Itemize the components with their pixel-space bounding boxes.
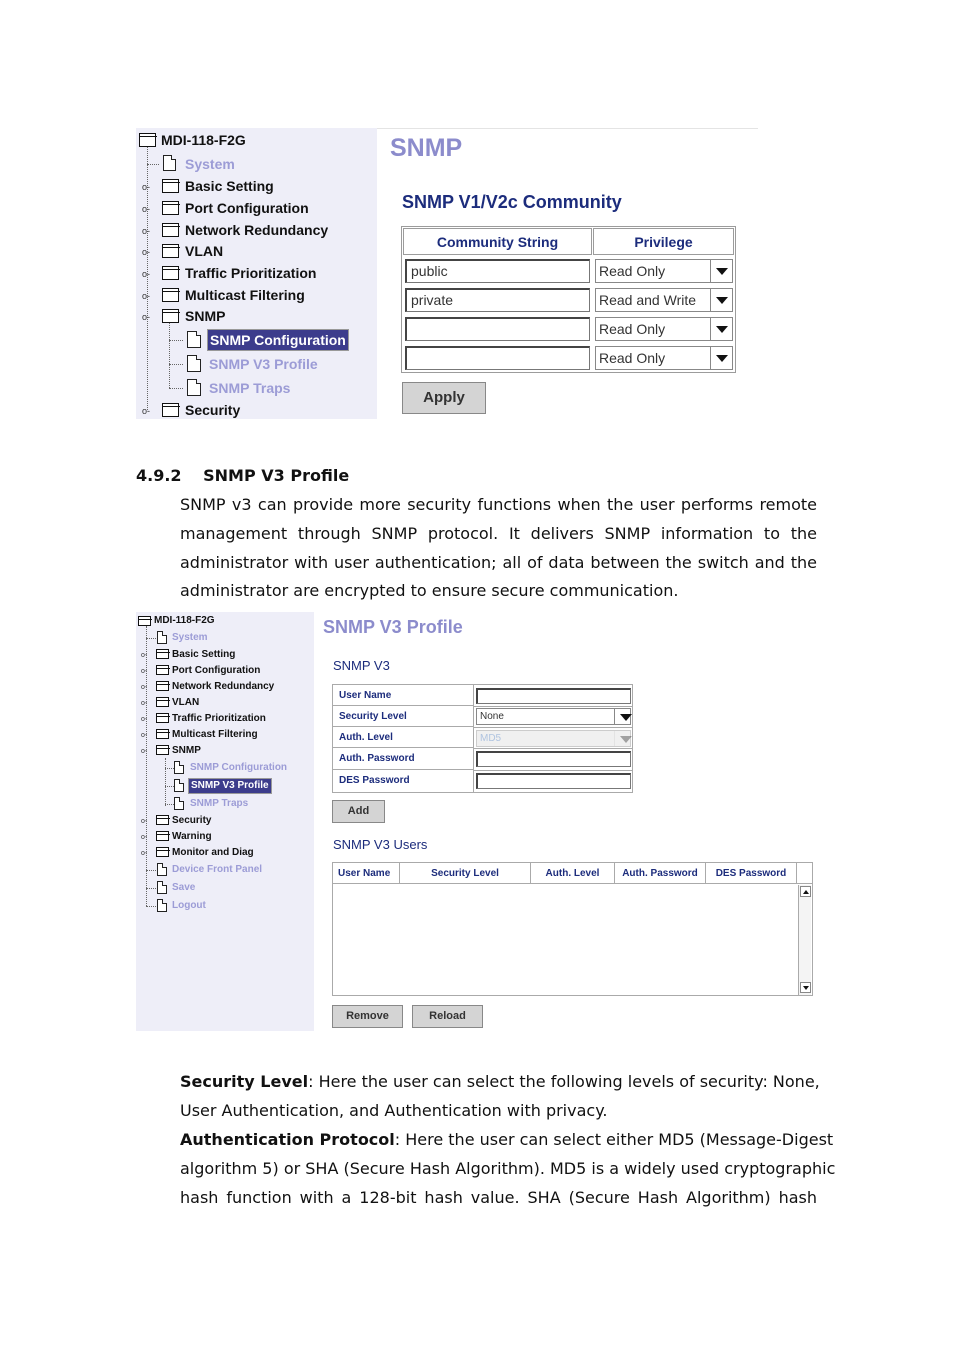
tree-item-basic-setting[interactable]: Basic Setting bbox=[172, 649, 236, 660]
folder-icon bbox=[156, 665, 169, 675]
section-title: SNMP V1/V2c Community bbox=[402, 192, 622, 212]
page-title: SNMP V3 Profile bbox=[323, 617, 463, 637]
page-icon bbox=[157, 631, 167, 644]
tree-item-snmp-v3-profile[interactable]: SNMP V3 Profile bbox=[209, 356, 318, 372]
tree-item-system[interactable]: System bbox=[172, 632, 208, 643]
reload-button[interactable]: Reload bbox=[412, 1005, 483, 1028]
folder-icon bbox=[162, 288, 179, 302]
column-header-des-password: DES Password bbox=[706, 863, 797, 884]
tree-item-network-redundancy[interactable]: Network Redundancy bbox=[172, 681, 275, 692]
folder-icon bbox=[138, 616, 151, 626]
remove-button[interactable]: Remove bbox=[332, 1005, 403, 1028]
community-table bbox=[401, 226, 736, 373]
tree-item-port-configuration[interactable]: Port Configuration bbox=[185, 200, 309, 216]
tree-item-security[interactable]: Security bbox=[172, 815, 212, 826]
tree-item-security[interactable]: Security bbox=[185, 402, 241, 418]
definition-security-level bbox=[180, 1068, 820, 1126]
text-line bbox=[180, 1126, 834, 1155]
chevron-down-icon[interactable] bbox=[710, 260, 732, 282]
auth-level-label: Auth. Level bbox=[333, 727, 474, 748]
column-header-security-level: Security Level bbox=[400, 863, 531, 884]
chevron-down-icon[interactable] bbox=[710, 289, 732, 311]
auth-level-select[interactable] bbox=[476, 730, 631, 747]
text-line: User Authentication, and Authentication with privacy. bbox=[180, 1100, 608, 1120]
security-level-label: Security Level bbox=[333, 706, 474, 727]
column-header-auth-password: Auth. Password bbox=[615, 863, 706, 884]
tree-item-device-front-panel[interactable]: Device Front Panel bbox=[172, 864, 263, 875]
tree-root[interactable]: MDI-118-F2G bbox=[154, 615, 215, 626]
page-title: SNMP bbox=[390, 134, 463, 162]
term-security-level: Security Level bbox=[180, 1072, 309, 1091]
folder-icon bbox=[139, 133, 156, 147]
page-icon bbox=[187, 331, 201, 348]
tree-item-save[interactable]: Save bbox=[172, 882, 196, 893]
community-input[interactable] bbox=[405, 346, 590, 370]
page-icon bbox=[157, 863, 167, 876]
privilege-select[interactable] bbox=[595, 259, 733, 283]
des-password-label: DES Password bbox=[333, 770, 474, 792]
user-name-label: User Name bbox=[333, 685, 474, 706]
folder-icon bbox=[162, 179, 179, 193]
folder-icon bbox=[156, 745, 169, 755]
column-header-user-name: User Name bbox=[333, 863, 400, 884]
text-segment: : Here the user can select the following levels of security: None, bbox=[308, 1072, 820, 1091]
user-name-input[interactable] bbox=[476, 688, 631, 704]
folder-icon bbox=[162, 223, 179, 237]
users-title: SNMP V3 Users bbox=[333, 837, 428, 852]
tree-item-system[interactable]: System bbox=[185, 156, 235, 172]
folder-icon bbox=[162, 403, 179, 417]
tree-root[interactable]: MDI-118-F2G bbox=[161, 132, 246, 148]
page-icon bbox=[157, 899, 167, 912]
chevron-down-icon bbox=[614, 731, 630, 746]
page-icon bbox=[187, 355, 201, 372]
tree-item-snmp-traps[interactable]: SNMP Traps bbox=[209, 380, 291, 396]
tree-item-vlan[interactable]: VLAN bbox=[185, 243, 224, 259]
folder-icon bbox=[156, 847, 169, 857]
tree-item-multicast-filtering[interactable]: Multicast Filtering bbox=[185, 287, 305, 303]
folder-icon bbox=[156, 815, 169, 825]
page-icon bbox=[187, 379, 201, 396]
nav-tree: MDI-118-F2G System o- Basic Setting o- Port Configuration o- Network Redundancy o- VLAN o- Traffic Prioritization o- Multicast Filtering o- SNMP SNMP Configuration SNMP V3 Profile SNMP Traps o- Security o- Warning o- Monitor and Diag Device Front Panel Save Logout bbox=[136, 612, 314, 1031]
auth-level-value: MD5 bbox=[480, 733, 502, 744]
folder-icon bbox=[156, 649, 169, 659]
text-line: hash function with a 128-bit hash value. SHA (Secure Hash Algorithm) hash bbox=[180, 1187, 817, 1207]
tree-item-traffic-prioritization[interactable]: Traffic Prioritization bbox=[185, 265, 317, 281]
security-level-value: None bbox=[480, 711, 504, 722]
tree-item-snmp[interactable]: SNMP bbox=[172, 745, 201, 756]
folder-icon bbox=[156, 697, 169, 707]
add-button[interactable]: Add bbox=[332, 800, 385, 823]
community-input[interactable]: public bbox=[405, 259, 590, 283]
tree-item-port-configuration[interactable]: Port Configuration bbox=[172, 665, 261, 676]
section-number: 4.9.2 bbox=[136, 466, 182, 485]
tree-item-vlan[interactable]: VLAN bbox=[172, 697, 200, 708]
privilege-select[interactable] bbox=[595, 317, 733, 341]
tree-item-snmp-configuration[interactable]: SNMP Configuration bbox=[207, 329, 349, 351]
folder-icon bbox=[156, 681, 169, 691]
v3-form bbox=[332, 684, 633, 793]
privilege-select[interactable] bbox=[595, 288, 733, 312]
page-icon bbox=[157, 881, 167, 894]
tree-item-logout[interactable]: Logout bbox=[172, 900, 206, 911]
page-icon bbox=[163, 155, 176, 171]
folder-icon bbox=[162, 201, 179, 215]
tree-item-basic-setting[interactable]: Basic Setting bbox=[185, 178, 274, 194]
community-input[interactable]: private bbox=[405, 288, 590, 312]
form-title: SNMP V3 bbox=[333, 658, 390, 673]
security-level-select[interactable] bbox=[476, 708, 631, 725]
page-icon bbox=[174, 761, 184, 774]
chevron-down-icon[interactable] bbox=[710, 347, 732, 369]
tree-item-monitor-and-diag[interactable]: Monitor and Diag bbox=[172, 847, 254, 858]
tree-item-snmp-configuration[interactable]: SNMP Configuration bbox=[190, 762, 288, 773]
column-header-privilege: Privilege bbox=[593, 228, 734, 255]
folder-icon bbox=[162, 309, 179, 323]
folder-icon bbox=[156, 831, 169, 841]
scroll-up-icon[interactable] bbox=[800, 886, 811, 897]
definition-auth-protocol bbox=[180, 1126, 836, 1212]
tree-item-traffic-prioritization[interactable]: Traffic Prioritization bbox=[172, 713, 266, 724]
column-header-community: Community String bbox=[403, 228, 592, 255]
users-table bbox=[332, 862, 813, 996]
auth-password-input[interactable] bbox=[476, 751, 631, 767]
des-password-input[interactable] bbox=[476, 773, 631, 789]
privilege-value: Read Only bbox=[599, 263, 666, 279]
tree-item-network-redundancy[interactable]: Network Redundancy bbox=[185, 222, 329, 238]
privilege-value: Read Only bbox=[599, 321, 666, 337]
tree-item-snmp-v3-profile[interactable]: SNMP V3 Profile bbox=[188, 778, 272, 794]
tree-item-snmp-traps[interactable]: SNMP Traps bbox=[190, 798, 249, 809]
section-heading-title: SNMP V3 Profile bbox=[203, 466, 350, 485]
privilege-select[interactable] bbox=[595, 346, 733, 370]
folder-icon bbox=[156, 713, 169, 723]
folder-icon bbox=[162, 266, 179, 280]
term-auth-protocol: Authentication Protocol bbox=[180, 1130, 395, 1149]
folder-icon bbox=[156, 729, 169, 739]
column-header-auth-level: Auth. Level bbox=[531, 863, 615, 884]
text-line bbox=[180, 1068, 820, 1097]
privilege-value: Read and Write bbox=[599, 292, 697, 308]
page-icon bbox=[174, 779, 184, 792]
text-line: algorithm 5) or SHA (Secure Hash Algorithm). MD5 is a widely used cryptographic bbox=[180, 1158, 836, 1178]
tree-item-warning[interactable]: Warning bbox=[172, 831, 212, 842]
privilege-value: Read Only bbox=[599, 350, 666, 366]
apply-button[interactable]: Apply bbox=[402, 382, 486, 414]
intro-paragraph bbox=[180, 491, 817, 606]
community-input[interactable] bbox=[405, 317, 590, 341]
nav-tree: MDI-118-F2G System o- Basic Setting o- Port Configuration o- Network Redundancy o- VLAN o- Traffic Prioritization o- Multicast Filtering o- SNMP SNMP Configuration SNMP V3 Profile SNMP Traps o- Security bbox=[136, 128, 377, 419]
text-segment: : Here the user can select either MD5 (Message-Digest bbox=[394, 1130, 834, 1149]
chevron-down-icon[interactable] bbox=[614, 709, 630, 724]
scrollbar[interactable] bbox=[798, 885, 811, 995]
chevron-down-icon[interactable] bbox=[710, 318, 732, 340]
section-heading bbox=[136, 466, 349, 485]
tree-item-snmp[interactable]: SNMP bbox=[185, 308, 226, 324]
auth-password-label: Auth. Password bbox=[333, 748, 474, 770]
page-icon bbox=[174, 797, 184, 810]
text-line: management through SNMP protocol. It delivers SNMP information to the bbox=[180, 523, 817, 543]
scroll-down-icon[interactable] bbox=[800, 982, 811, 993]
folder-icon bbox=[162, 244, 179, 258]
text-line: SNMP v3 can provide more security functions when the user performs remote bbox=[180, 495, 817, 514]
text-line: administrator with user authentication; all of data between the switch and the bbox=[180, 552, 817, 572]
text-line: administrator are encrypted to ensure secure communication. bbox=[180, 581, 679, 601]
tree-item-multicast-filtering[interactable]: Multicast Filtering bbox=[172, 729, 258, 740]
